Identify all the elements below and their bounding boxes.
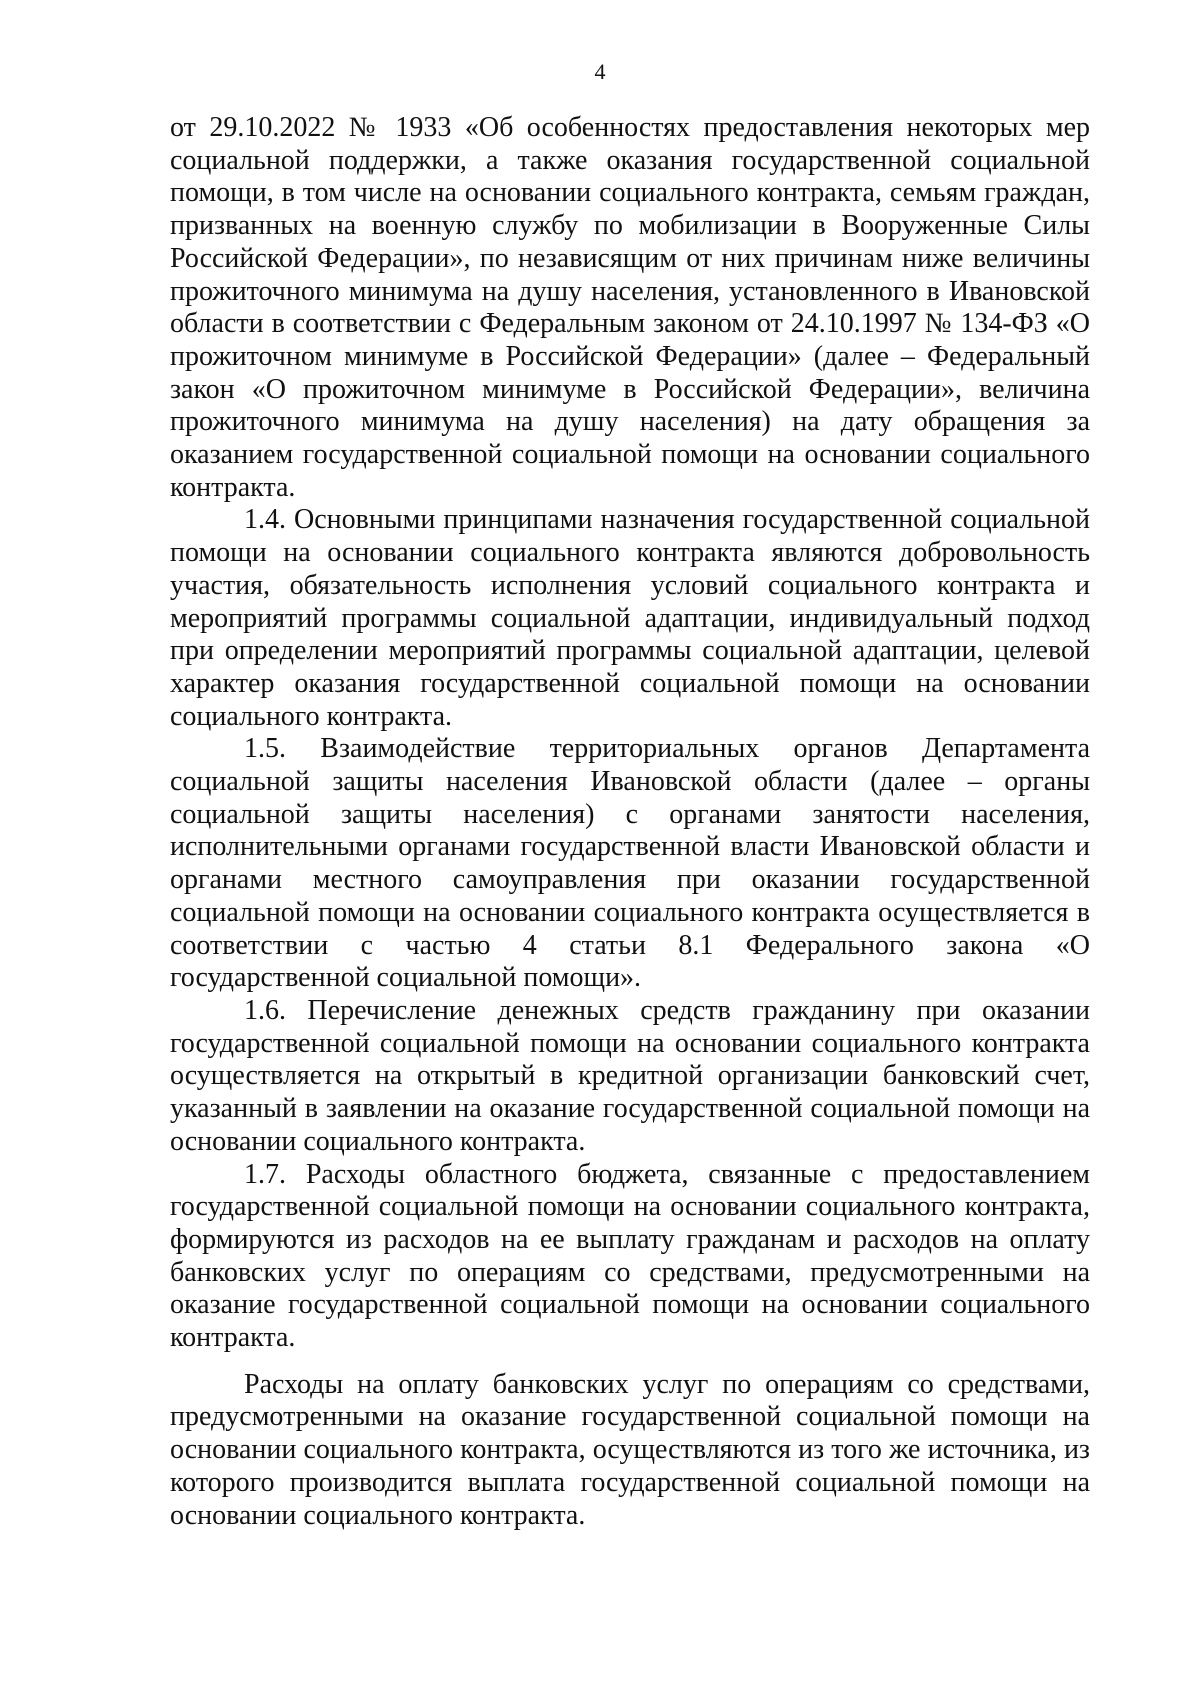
paragraph-1-4: 1.4. Основными принципами назначения государственной социальной помощи на основании социального контракта являются добровольность участия, обязательность исполнения условий социального контракта и мероприятий программы социальной адаптации, индивидуальный подход при определении мероприятий программы социальной адаптации, целевой характер оказания государственной социальной помощи на основании социального контракта. bbox=[170, 504, 1090, 732]
paragraph-1-6: 1.6. Перечисление денежных средств гражданину при оказании государственной социальной помощи на основании социального контракта осуществляется на открытый в кредитной организации банковский счет, указанный в заявлении на оказание государственной социальной помощи на основании социального контракта. bbox=[170, 994, 1090, 1157]
document-body bbox=[170, 112, 1090, 1532]
paragraph-1-5: 1.5. Взаимодействие территориальных органов Департамента социальной защиты населения Ивановской области (далее – органы социальной защиты населения) с органами занятости населения, исполнительными органами государственной власти Ивановской области и органами местного самоуправления при оказании государственной социальной помощи на основании социального контракта осуществляется в соответствии с частью 4 статьи 8.1 Федерального закона «О государственной социальной помощи». bbox=[170, 733, 1090, 994]
paragraph-1-7: 1.7. Расходы областного бюджета, связанные с предоставлением государственной социальной помощи на основании социального контракта, формируются из расходов на ее выплату гражданам и расходов на оплату банковских услуг по операциям со средствами, предусмотренными на оказание государственной социальной помощи на основании социального контракта. bbox=[170, 1158, 1090, 1354]
page-number: 4 bbox=[594, 59, 606, 84]
paragraph-continuation: от 29.10.2022 № 1933 «Об особенностях предоставления некоторых мер социальной поддержки, а также оказания государственной социальной помощи, в том числе на основании социального контракта, семьям граждан, призванных на военную службу по мобилизации в Вооруженные Силы Российской Федерации», по независящим от них причинам ниже величины прожиточного минимума на душу населения, установленного в Ивановской области в соответствии с Федеральным законом от 24.10.1997 № 134-ФЗ «О прожиточном минимуме в Российской Федерации» (далее – Федеральный закон «О прожиточном минимуме в Российской Федерации», величина прожиточного минимума на душу населения) на дату обращения за оказанием государственной социальной помощи на основании социального контракта. bbox=[170, 112, 1090, 503]
paragraph-bank-expenses: Расходы на оплату банковских услуг по операциям со средствами, предусмотренными на оказание государственной социальной помощи на основании социального контракта, осуществляются из того же источника, из которого производится выплата государственной социальной помощи на основании социального контракта. bbox=[170, 1368, 1090, 1531]
